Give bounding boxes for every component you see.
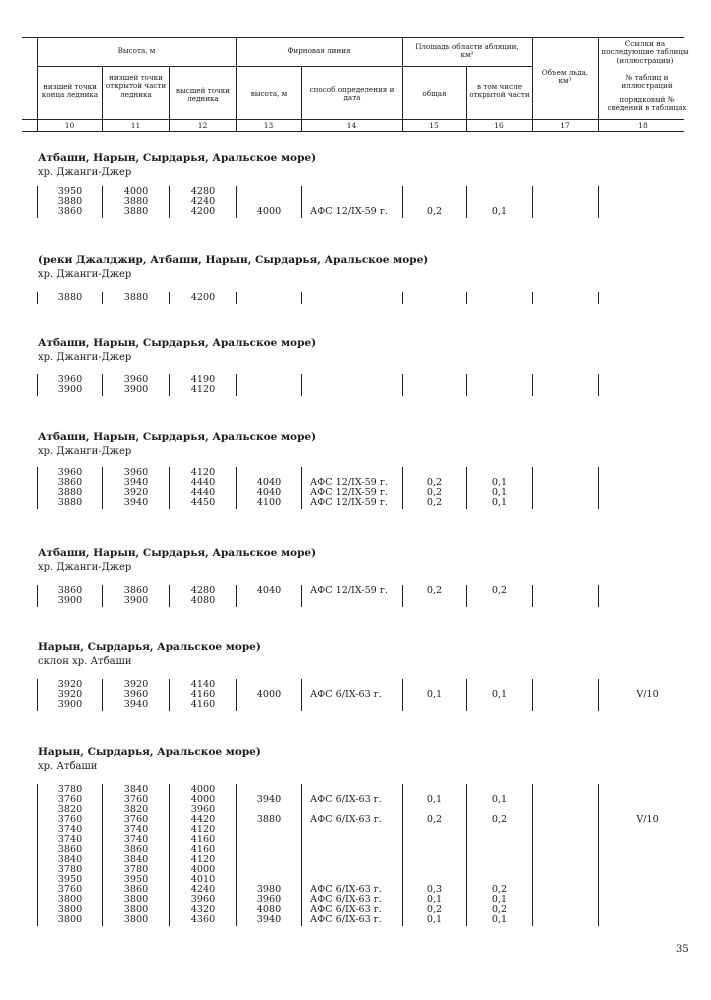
table-cell: 0,1 <box>491 206 508 217</box>
table-cell: 3840 <box>57 854 83 865</box>
table-cell: 3900 <box>57 384 83 395</box>
table-cell: 3920 <box>57 679 83 690</box>
table-cell: АФС 6/IX-63 г. <box>310 894 382 905</box>
table-cell: 3740 <box>57 824 83 835</box>
table-cell: 3860 <box>123 585 149 596</box>
table-row <box>0 690 711 700</box>
table-cell: 0,1 <box>491 794 508 805</box>
column-number: 11 <box>130 121 141 130</box>
section-subtitle: хр. Джанги-Джер <box>38 446 132 457</box>
table-cell: 4040 <box>256 487 282 498</box>
table-cell: 3940 <box>256 914 282 925</box>
table-cell: 4160 <box>190 699 216 710</box>
section-title: Атбаши, Нарын, Сырдарья, Аральское море) <box>38 152 317 164</box>
table-cell: 4120 <box>190 824 216 835</box>
header-bottom-rule <box>22 131 684 132</box>
table-row <box>0 498 711 508</box>
table-cell: АФС 6/IX-63 г. <box>310 794 382 805</box>
table-cell: 3780 <box>57 864 83 875</box>
table-cell: 4160 <box>190 834 216 845</box>
col-14-header: способ определения и дата <box>309 85 395 103</box>
section-title: Нарын, Сырдарья, Аральское море) <box>38 641 261 653</box>
column-number: 18 <box>638 121 648 130</box>
section-title: (реки Джалджир, Атбаши, Нарын, Сырдарья, Аральское море) <box>38 254 429 266</box>
table-cell: 3880 <box>57 487 83 498</box>
table-row <box>0 207 711 217</box>
table-cell: 3960 <box>57 467 83 478</box>
table-cell: 4100 <box>256 497 282 508</box>
table-cell: АФС 12/IX-59 г. <box>310 206 388 217</box>
table-cell: 3800 <box>123 904 149 915</box>
table-cell: АФС 12/IX-59 г. <box>310 477 388 488</box>
table-cell: АФС 12/IX-59 г. <box>310 487 388 498</box>
table-cell: 3760 <box>123 794 149 805</box>
table-cell: 0,1 <box>491 477 508 488</box>
table-cell: 3920 <box>57 689 83 700</box>
table-cell: АФС 6/IX-63 г. <box>310 904 382 915</box>
table-row <box>0 586 711 596</box>
table-cell: 3880 <box>57 196 83 207</box>
table-cell: 3900 <box>57 699 83 710</box>
table-cell: 3880 <box>256 814 282 825</box>
refs-group-header: Ссылки на последующие таблицы (иллюстрации) <box>601 39 689 65</box>
col-18a-header: № таблиц и иллюстраций <box>621 73 673 91</box>
table-cell: 3860 <box>57 844 83 855</box>
table-cell: 3940 <box>123 477 149 488</box>
table-row <box>0 825 711 835</box>
table-cell: 4120 <box>190 467 216 478</box>
table-cell: 4280 <box>190 585 216 596</box>
table-cell: 3960 <box>123 467 149 478</box>
col-16-header: в том числе открытой части <box>469 82 530 100</box>
table-cell: 0,1 <box>491 487 508 498</box>
table-cell: 3880 <box>57 497 83 508</box>
section-title: Атбаши, Нарын, Сырдарья, Аральское море) <box>38 431 317 443</box>
table-cell: АФС 6/IX-63 г. <box>310 689 382 700</box>
table-cell: 0,2 <box>426 206 443 217</box>
table-cell: 0,2 <box>426 814 443 825</box>
table-cell: 4200 <box>190 206 216 217</box>
table-cell: 4000 <box>256 206 282 217</box>
table-cell: 3740 <box>123 834 149 845</box>
table-cell: 3740 <box>123 824 149 835</box>
table-row <box>0 375 711 385</box>
header-divider <box>402 37 403 131</box>
table-cell: 4000 <box>256 689 282 700</box>
table-cell: 3800 <box>57 914 83 925</box>
section-subtitle: хр. Джанги-Джер <box>38 167 132 178</box>
header-divider <box>532 37 533 131</box>
table-cell: 3960 <box>57 374 83 385</box>
table-cell: 3780 <box>123 864 149 875</box>
table-cell: 4360 <box>190 914 216 925</box>
col-11-header: низшей точки открытой части ледника <box>105 73 167 99</box>
section-title: Атбаши, Нарын, Сырдарья, Аральское море) <box>38 547 317 559</box>
table-cell: 3980 <box>256 884 282 895</box>
table-cell: 3860 <box>57 585 83 596</box>
col-15-header: общая <box>422 89 447 98</box>
table-cell: АФС 6/IX-63 г. <box>310 814 382 825</box>
table-cell: 0,2 <box>491 814 508 825</box>
table-cell: 3950 <box>123 874 149 885</box>
table-cell: 4120 <box>190 854 216 865</box>
table-cell: 3840 <box>123 784 149 795</box>
table-row <box>0 700 711 710</box>
table-cell: 0,1 <box>491 497 508 508</box>
ablation-group-header: Площадь области абляции, км² <box>415 42 519 60</box>
section-subtitle: склон хр. Атбаши <box>38 656 132 667</box>
table-row <box>0 385 711 395</box>
table-cell: 0,2 <box>426 477 443 488</box>
table-row <box>0 815 711 825</box>
section-title: Атбаши, Нарын, Сырдарья, Аральское море) <box>38 337 317 349</box>
table-cell: V/10 <box>636 814 659 825</box>
table-cell: 4040 <box>256 585 282 596</box>
table-cell: 3840 <box>123 854 149 865</box>
table-cell: 3820 <box>57 804 83 815</box>
ice-volume-header: Объем льда, км³ <box>541 68 589 86</box>
column-number: 12 <box>197 121 208 130</box>
table-cell: 3950 <box>57 186 83 197</box>
section-subtitle: хр. Джанги-Джер <box>38 269 132 280</box>
table-cell: 3760 <box>57 814 83 825</box>
table-cell: 3860 <box>123 844 149 855</box>
table-cell: 0,2 <box>426 904 443 915</box>
table-cell: 3960 <box>123 689 149 700</box>
header-divider <box>598 37 599 131</box>
table-row <box>0 865 711 875</box>
table-cell: 0,3 <box>426 884 443 895</box>
table-cell: 4080 <box>256 904 282 915</box>
table-cell: 3900 <box>57 595 83 606</box>
col-12-header: высшей точки ледника <box>175 86 231 104</box>
table-cell: 4240 <box>190 196 216 207</box>
table-cell: 4000 <box>123 186 149 197</box>
table-cell: 3780 <box>57 784 83 795</box>
table-cell: 3880 <box>123 206 149 217</box>
table-cell: 4010 <box>190 874 216 885</box>
table-cell: 4280 <box>190 186 216 197</box>
section-title: Нарын, Сырдарья, Аральское море) <box>38 746 261 758</box>
col-18b-header: порядковый № сведений в таблицах <box>607 95 687 113</box>
table-cell: 3800 <box>57 904 83 915</box>
table-cell: 4080 <box>190 595 216 606</box>
table-row <box>0 596 711 606</box>
table-cell: 3960 <box>123 374 149 385</box>
table-cell: 4000 <box>190 794 216 805</box>
table-cell: 4160 <box>190 844 216 855</box>
table-cell: 3940 <box>123 497 149 508</box>
table-cell: 3800 <box>123 894 149 905</box>
table-cell: 4450 <box>190 497 216 508</box>
table-cell: 0,2 <box>491 585 508 596</box>
table-row <box>0 795 711 805</box>
column-number: 16 <box>494 121 504 130</box>
table-cell: 3760 <box>123 814 149 825</box>
table-cell: 3900 <box>123 595 149 606</box>
table-cell: 0,1 <box>491 914 508 925</box>
table-cell: АФС 12/IX-59 г. <box>310 497 388 508</box>
table-cell: 3800 <box>123 914 149 925</box>
firn-group-header: Фирновая линия <box>287 46 351 55</box>
table-cell: 3950 <box>57 874 83 885</box>
table-cell: 3880 <box>123 196 149 207</box>
section-subtitle: хр. Атбаши <box>38 761 98 772</box>
table-cell: 3880 <box>57 292 83 303</box>
table-cell: 0,2 <box>426 585 443 596</box>
table-cell: 4200 <box>190 292 216 303</box>
table-cell: 0,2 <box>491 884 508 895</box>
table-cell: 4120 <box>190 384 216 395</box>
table-row <box>0 187 711 197</box>
table-cell: 4320 <box>190 904 216 915</box>
col-13-header: высота, м <box>250 89 288 98</box>
table-cell: АФС 6/IX-63 г. <box>310 914 382 925</box>
table-cell: АФС 6/IX-63 г. <box>310 884 382 895</box>
height-group-rule <box>37 66 236 67</box>
table-row <box>0 855 711 865</box>
column-number: 14 <box>346 121 357 130</box>
table-cell: 3760 <box>57 884 83 895</box>
table-cell: 4140 <box>190 679 216 690</box>
table-cell: 3740 <box>57 834 83 845</box>
table-row <box>0 293 711 303</box>
section-subtitle: хр. Джанги-Джер <box>38 352 132 363</box>
table-cell: 3760 <box>57 794 83 805</box>
table-cell: 0,2 <box>491 904 508 915</box>
table-cell: 3900 <box>123 384 149 395</box>
table-cell: 0,1 <box>491 689 508 700</box>
table-cell: 3920 <box>123 487 149 498</box>
table-row <box>0 845 711 855</box>
table-cell: 0,2 <box>426 487 443 498</box>
table-cell: 0,1 <box>426 794 443 805</box>
height-group-header: Высота, м <box>117 46 156 55</box>
table-cell: 3800 <box>57 894 83 905</box>
column-number: 10 <box>64 121 75 130</box>
table-cell: 0,1 <box>491 894 508 905</box>
table-row <box>0 835 711 845</box>
table-cell: 4040 <box>256 477 282 488</box>
table-cell: АФС 12/IX-59 г. <box>310 585 388 596</box>
table-cell: 0,1 <box>426 894 443 905</box>
table-cell: 3820 <box>123 804 149 815</box>
table-cell: 4440 <box>190 487 216 498</box>
table-cell: 3880 <box>123 292 149 303</box>
table-cell: 3960 <box>256 894 282 905</box>
section-subtitle: хр. Джанги-Джер <box>38 562 132 573</box>
table-cell: 0,1 <box>426 914 443 925</box>
table-cell: 3960 <box>190 894 216 905</box>
table-cell: 4240 <box>190 884 216 895</box>
table-cell: 3860 <box>57 477 83 488</box>
table-cell: 0,1 <box>426 689 443 700</box>
table-cell: 4000 <box>190 864 216 875</box>
table-cell: 3940 <box>123 699 149 710</box>
table-cell: 3860 <box>123 884 149 895</box>
table-cell: 3860 <box>57 206 83 217</box>
table-cell: 0,2 <box>426 497 443 508</box>
col-10-header: низшей точки конца ледника <box>41 82 99 100</box>
table-cell: 3940 <box>256 794 282 805</box>
table-cell: 4440 <box>190 477 216 488</box>
table-cell: 4000 <box>190 784 216 795</box>
ablation-group-rule <box>402 66 532 67</box>
table-row <box>0 915 711 925</box>
table-cell: 4190 <box>190 374 216 385</box>
header-numbers-rule <box>22 119 684 120</box>
table-cell: 4420 <box>190 814 216 825</box>
column-number: 13 <box>263 121 274 130</box>
table-cell: V/10 <box>636 689 659 700</box>
table-cell: 3920 <box>123 679 149 690</box>
column-number: 17 <box>560 121 570 130</box>
table-cell: 3960 <box>190 804 216 815</box>
firn-group-rule <box>236 66 402 67</box>
page-number: 35 <box>676 944 689 955</box>
column-number: 15 <box>429 121 439 130</box>
table-cell: 4160 <box>190 689 216 700</box>
header-top-rule <box>22 37 684 38</box>
